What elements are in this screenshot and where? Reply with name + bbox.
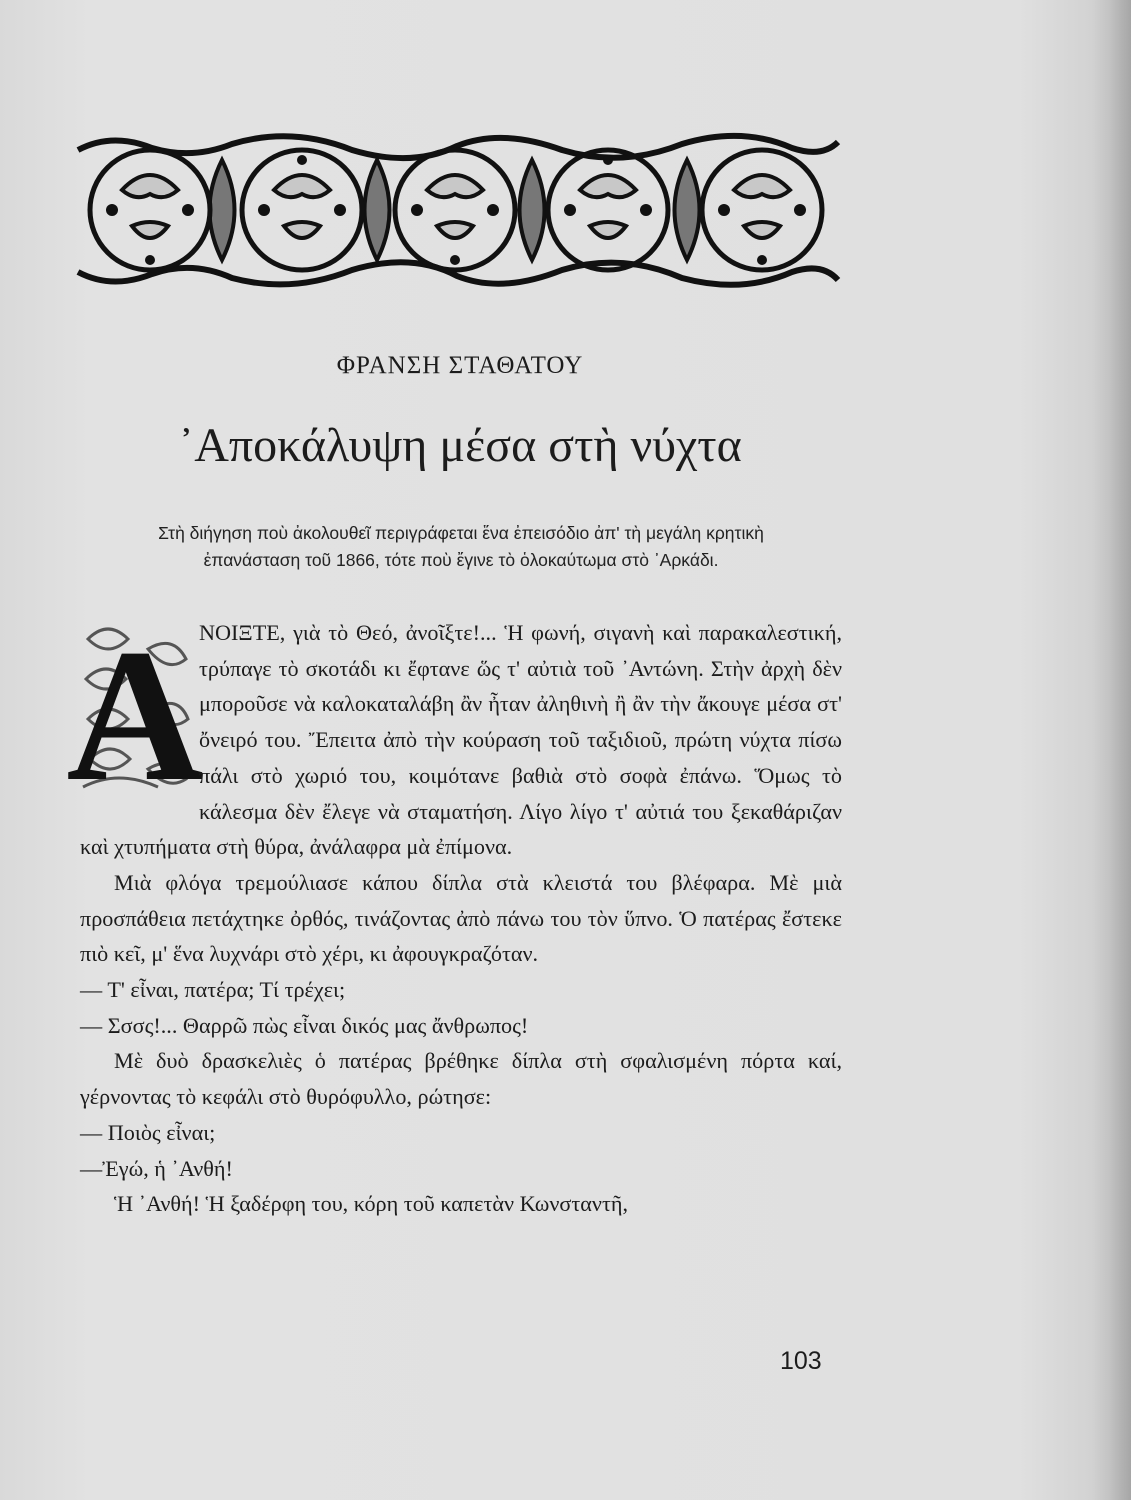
drop-cap-letter: A <box>66 611 204 821</box>
author-name: ΦΡΑΝΣΗ ΣΤΑΘΑΤΟΥ <box>336 352 584 379</box>
dialogue-line: — Τ' εἶναι, πατέρα; Τί τρέχει; <box>80 977 346 1003</box>
decorated-drop-cap <box>66 611 204 821</box>
paragraph: ΝΟΙΞΤΕ, γιὰ τὸ Θεό, ἀνοῖξτε!... Ἡ φωνή, σιγανὴ καὶ παρακαλεστική, τρύπαγε τὸ σκοτάδι κι ἔφτανε ὥς τ' αὐτιὰ τοῦ ᾿Αντώνη. Στὴν ἀρχὴ δὲν μποροῦσε νὰ καλοκαταλάβη ἂν ἦταν ἀληθινὴ ἢ ἂν τὴν ἄκουγε μέσα στ' ὄνειρό του. Ἔπειτα ἀπὸ τὴν κούραση τοῦ ταξιδιοῦ, πρώτη νύχτα πίσω πάλι στὸ χωριό του, κοιμότανε βαθιὰ στὸ σοφὰ ἐπάνω. Ὅμως τὸ κάλεσμα δὲν ἔλεγε νὰ σταματήση. Λίγο λίγο τ' αὐτιά του ξεκαθάριζαν καὶ χτυπήματα στὴ θύρα, ἀνάλαφρα μὰ ἐπίμονα. <box>80 620 842 860</box>
ornamental-header-band <box>72 130 842 290</box>
story-summary <box>76 520 846 574</box>
summary-line: Στὴ διήγηση ποὺ ἀκολουθεῖ περιγράφεται ἕνα ἐπεισόδιο ἀπ' τὴ μεγάλη κρητικὴ <box>158 523 764 543</box>
page-number: 103 <box>780 1347 822 1375</box>
dialogue-line: — Ποιὸς εἶναι; <box>80 1119 216 1145</box>
paragraph: Μιὰ φλόγα τρεμούλιασε κάπου δίπλα στὰ κλειστά του βλέφαρα. Μὲ μιὰ προσπάθεια πετάχτηκε ὀρθός, τινάζοντας ἀπὸ πάνω του τὸν ὕπνο. Ὁ πατέρας ἔστεκε πιὸ κεῖ, μ' ἕνα λυχνάρι στὸ χέρι, κι ἀφουγκραζόταν. <box>80 869 842 967</box>
summary-line: ἐπανάσταση τοῦ 1866, τότε ποὺ ἔγινε τὸ ὁλοκαύτωμα στὸ ᾿Αρκάδι. <box>203 550 719 570</box>
paragraph: Ἡ ᾿Ανθή! Ἡ ξαδέρφη του, κόρη τοῦ καπετὰν Κωνσταντῆ, <box>114 1191 629 1217</box>
paragraph: Μὲ δυὸ δρασκελιὲς ὁ πατέρας βρέθηκε δίπλα στὴ σφαλισμένη πόρτα καί, γέρνοντας τὸ κεφάλι στὸ θυρόφυλλο, ρώτησε: <box>80 1048 842 1110</box>
dialogue-line: —Ἐγώ, ἡ ᾿Ανθή! <box>80 1155 233 1181</box>
dialogue-line: — Σσσς!... Θαρρῶ πὼς εἶναι δικός μας ἄνθρωπος! <box>80 1012 529 1038</box>
story-body <box>66 611 842 1222</box>
page-edge-shadow <box>1091 0 1131 1500</box>
story-title: ᾿Αποκάλυψη μέσα στὴ νύχτα <box>178 419 742 472</box>
